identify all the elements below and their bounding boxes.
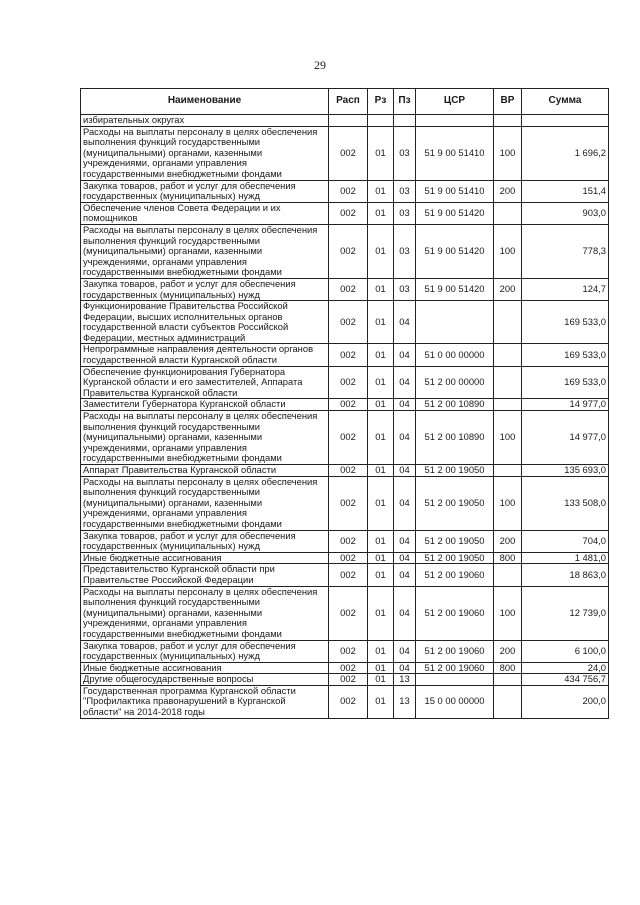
table-row	[81, 530, 609, 552]
cell-rz: 01	[368, 411, 394, 465]
cell-pz: 04	[394, 465, 416, 477]
cell-rz: 01	[368, 662, 394, 674]
table-row	[81, 278, 609, 300]
cell-vr	[494, 674, 522, 686]
cell-vr	[494, 202, 522, 224]
cell-pz: 03	[394, 202, 416, 224]
cell-vr: 200	[494, 278, 522, 300]
cell-pz: 04	[394, 552, 416, 564]
cell-name: Закупка товаров, работ и услуг для обеспечения государственных (муниципальных) нужд	[81, 640, 329, 662]
cell-name: Государственная программа Курганской области "Профилактика правонарушений в Курганской области" на 2014-2018 годы	[81, 685, 329, 718]
cell-csr	[416, 674, 494, 686]
cell-sum: 135 693,0	[522, 465, 609, 477]
table-row	[81, 640, 609, 662]
cell-sum: 18 863,0	[522, 564, 609, 586]
cell-vr	[494, 301, 522, 344]
table-row	[81, 552, 609, 564]
cell-csr	[416, 301, 494, 344]
cell-name: Закупка товаров, работ и услуг для обеспечения государственных (муниципальных) нужд	[81, 180, 329, 202]
cell-sum: 124,7	[522, 278, 609, 300]
table-row	[81, 202, 609, 224]
budget-table	[80, 88, 609, 719]
table-row	[81, 180, 609, 202]
cell-rasp: 002	[329, 530, 368, 552]
cell-rasp	[329, 115, 368, 127]
cell-csr: 51 2 00 19050	[416, 476, 494, 530]
cell-csr: 51 0 00 00000	[416, 344, 494, 366]
cell-sum: 6 100,0	[522, 640, 609, 662]
cell-sum: 169 533,0	[522, 366, 609, 399]
cell-sum: 1 696,2	[522, 126, 609, 180]
header-name: Наименование	[81, 89, 329, 115]
cell-name: Обеспечение членов Совета Федерации и их помощников	[81, 202, 329, 224]
cell-rasp: 002	[329, 344, 368, 366]
cell-rz: 01	[368, 564, 394, 586]
cell-rz: 01	[368, 476, 394, 530]
cell-rz: 01	[368, 301, 394, 344]
table-row	[81, 586, 609, 640]
cell-sum: 169 533,0	[522, 301, 609, 344]
cell-pz: 03	[394, 278, 416, 300]
cell-name: избирательных округах	[81, 115, 329, 127]
cell-rasp: 002	[329, 685, 368, 718]
cell-sum: 14 977,0	[522, 411, 609, 465]
cell-rz: 01	[368, 202, 394, 224]
cell-name: Заместители Губернатора Курганской области	[81, 399, 329, 411]
cell-vr: 100	[494, 411, 522, 465]
cell-vr: 100	[494, 224, 522, 278]
cell-rz: 01	[368, 586, 394, 640]
cell-pz: 04	[394, 301, 416, 344]
cell-vr	[494, 465, 522, 477]
cell-csr: 51 2 00 10890	[416, 411, 494, 465]
cell-rz: 01	[368, 640, 394, 662]
header-pz: Пз	[394, 89, 416, 115]
table-row	[81, 564, 609, 586]
cell-csr: 51 2 00 19050	[416, 552, 494, 564]
cell-vr: 200	[494, 530, 522, 552]
cell-rz	[368, 115, 394, 127]
cell-name: Закупка товаров, работ и услуг для обеспечения государственных (муниципальных) нужд	[81, 530, 329, 552]
cell-pz: 04	[394, 399, 416, 411]
cell-name: Другие общегосударственные вопросы	[81, 674, 329, 686]
cell-pz: 04	[394, 564, 416, 586]
cell-name: Расходы на выплаты персоналу в целях обеспечения выполнения функций государственными (муниципальными) органами, казенными учреждениями, органами управления государственными внебюджетными фондами	[81, 224, 329, 278]
cell-name: Представительство Курганской области при Правительстве Российской Федерации	[81, 564, 329, 586]
cell-rz: 01	[368, 278, 394, 300]
page-number: 29	[314, 58, 326, 72]
cell-rasp: 002	[329, 278, 368, 300]
cell-csr: 51 9 00 51410	[416, 126, 494, 180]
header-rz: Рз	[368, 89, 394, 115]
cell-rz: 01	[368, 224, 394, 278]
header-sum: Сумма	[522, 89, 609, 115]
cell-vr	[494, 399, 522, 411]
cell-pz: 04	[394, 476, 416, 530]
cell-sum	[522, 115, 609, 127]
table-row	[81, 224, 609, 278]
cell-pz: 13	[394, 685, 416, 718]
table-row	[81, 301, 609, 344]
cell-vr: 100	[494, 586, 522, 640]
cell-sum: 704,0	[522, 530, 609, 552]
cell-csr: 51 2 00 19060	[416, 640, 494, 662]
cell-pz: 04	[394, 366, 416, 399]
cell-pz: 04	[394, 344, 416, 366]
cell-vr: 800	[494, 552, 522, 564]
cell-vr	[494, 685, 522, 718]
cell-rasp: 002	[329, 366, 368, 399]
cell-rasp: 002	[329, 674, 368, 686]
cell-sum: 133 508,0	[522, 476, 609, 530]
cell-csr: 51 9 00 51420	[416, 202, 494, 224]
cell-csr: 51 9 00 51420	[416, 224, 494, 278]
cell-sum: 14 977,0	[522, 399, 609, 411]
cell-sum: 12 739,0	[522, 586, 609, 640]
cell-name: Расходы на выплаты персоналу в целях обеспечения выполнения функций государственными (муниципальными) органами, казенными учреждениями, органами управления государственными внебюджетными фондами	[81, 476, 329, 530]
cell-rz: 01	[368, 399, 394, 411]
cell-vr: 100	[494, 126, 522, 180]
cell-csr: 51 2 00 10890	[416, 399, 494, 411]
header-rasp: Расп	[329, 89, 368, 115]
cell-pz: 04	[394, 411, 416, 465]
cell-rz: 01	[368, 180, 394, 202]
cell-rasp: 002	[329, 180, 368, 202]
table-row	[81, 126, 609, 180]
cell-pz	[394, 115, 416, 127]
table-row	[81, 399, 609, 411]
cell-pz: 04	[394, 586, 416, 640]
cell-rasp: 002	[329, 564, 368, 586]
cell-name: Аппарат Правительства Курганской области	[81, 465, 329, 477]
table-row	[81, 465, 609, 477]
table-row	[81, 411, 609, 465]
cell-vr	[494, 564, 522, 586]
cell-csr: 51 2 00 00000	[416, 366, 494, 399]
cell-csr: 51 2 00 19060	[416, 564, 494, 586]
cell-rasp: 002	[329, 126, 368, 180]
cell-pz: 04	[394, 530, 416, 552]
cell-rasp: 002	[329, 662, 368, 674]
cell-name: Расходы на выплаты персоналу в целях обеспечения выполнения функций государственными (муниципальными) органами, казенными учреждениями, органами управления государственными внебюджетными фондами	[81, 586, 329, 640]
table-row	[81, 366, 609, 399]
cell-sum: 434 756,7	[522, 674, 609, 686]
cell-vr	[494, 366, 522, 399]
cell-rasp: 002	[329, 411, 368, 465]
header-vr: ВР	[494, 89, 522, 115]
cell-csr	[416, 115, 494, 127]
cell-pz: 03	[394, 126, 416, 180]
cell-csr: 51 9 00 51420	[416, 278, 494, 300]
cell-pz: 13	[394, 674, 416, 686]
header-row	[81, 89, 609, 115]
header-csr: ЦСР	[416, 89, 494, 115]
table-row	[81, 344, 609, 366]
cell-sum: 778,3	[522, 224, 609, 278]
cell-name: Расходы на выплаты персоналу в целях обеспечения выполнения функций государственными (муниципальными) органами, казенными учреждениями, органами управления государственными внебюджетными фондами	[81, 126, 329, 180]
cell-rz: 01	[368, 126, 394, 180]
cell-sum: 200,0	[522, 685, 609, 718]
table-row	[81, 115, 609, 127]
cell-name: Непрограммные направления деятельности органов государственной власти Курганской области	[81, 344, 329, 366]
table-row	[81, 476, 609, 530]
cell-rasp: 002	[329, 301, 368, 344]
cell-rasp: 002	[329, 552, 368, 564]
table-row	[81, 674, 609, 686]
cell-vr: 200	[494, 640, 522, 662]
cell-rz: 01	[368, 530, 394, 552]
cell-name: Закупка товаров, работ и услуг для обеспечения государственных (муниципальных) нужд	[81, 278, 329, 300]
cell-rz: 01	[368, 366, 394, 399]
cell-sum: 1 481,0	[522, 552, 609, 564]
cell-rz: 01	[368, 344, 394, 366]
cell-name: Расходы на выплаты персоналу в целях обеспечения выполнения функций государственными (муниципальными) органами, казенными учреждениями, органами управления государственными внебюджетными фондами	[81, 411, 329, 465]
cell-name: Иные бюджетные ассигнования	[81, 662, 329, 674]
cell-rasp: 002	[329, 465, 368, 477]
cell-rz: 01	[368, 465, 394, 477]
cell-csr: 15 0 00 00000	[416, 685, 494, 718]
cell-rasp: 002	[329, 586, 368, 640]
cell-pz: 03	[394, 180, 416, 202]
table-row	[81, 662, 609, 674]
cell-sum: 24,0	[522, 662, 609, 674]
cell-csr: 51 2 00 19060	[416, 662, 494, 674]
cell-rz: 01	[368, 552, 394, 564]
cell-name: Обеспечение функционирования Губернатора Курганской области и его заместителей, Аппарата Правительства Курганской области	[81, 366, 329, 399]
cell-csr: 51 9 00 51410	[416, 180, 494, 202]
cell-name: Иные бюджетные ассигнования	[81, 552, 329, 564]
cell-rasp: 002	[329, 399, 368, 411]
cell-sum: 903,0	[522, 202, 609, 224]
cell-csr: 51 2 00 19050	[416, 530, 494, 552]
cell-pz: 04	[394, 640, 416, 662]
cell-rasp: 002	[329, 476, 368, 530]
table-row	[81, 685, 609, 718]
cell-vr	[494, 115, 522, 127]
cell-vr: 800	[494, 662, 522, 674]
cell-pz: 04	[394, 662, 416, 674]
cell-rasp: 002	[329, 640, 368, 662]
cell-rasp: 002	[329, 202, 368, 224]
cell-vr: 100	[494, 476, 522, 530]
cell-sum: 169 533,0	[522, 344, 609, 366]
cell-sum: 151,4	[522, 180, 609, 202]
cell-rasp: 002	[329, 224, 368, 278]
cell-csr: 51 2 00 19060	[416, 586, 494, 640]
cell-vr: 200	[494, 180, 522, 202]
cell-csr: 51 2 00 19050	[416, 465, 494, 477]
cell-vr	[494, 344, 522, 366]
cell-pz: 03	[394, 224, 416, 278]
cell-rz: 01	[368, 674, 394, 686]
cell-name: Функционирование Правительства Российской Федерации, высших исполнительных органов государственной власти субъектов Российской Федерации, местных администраций	[81, 301, 329, 344]
cell-rz: 01	[368, 685, 394, 718]
